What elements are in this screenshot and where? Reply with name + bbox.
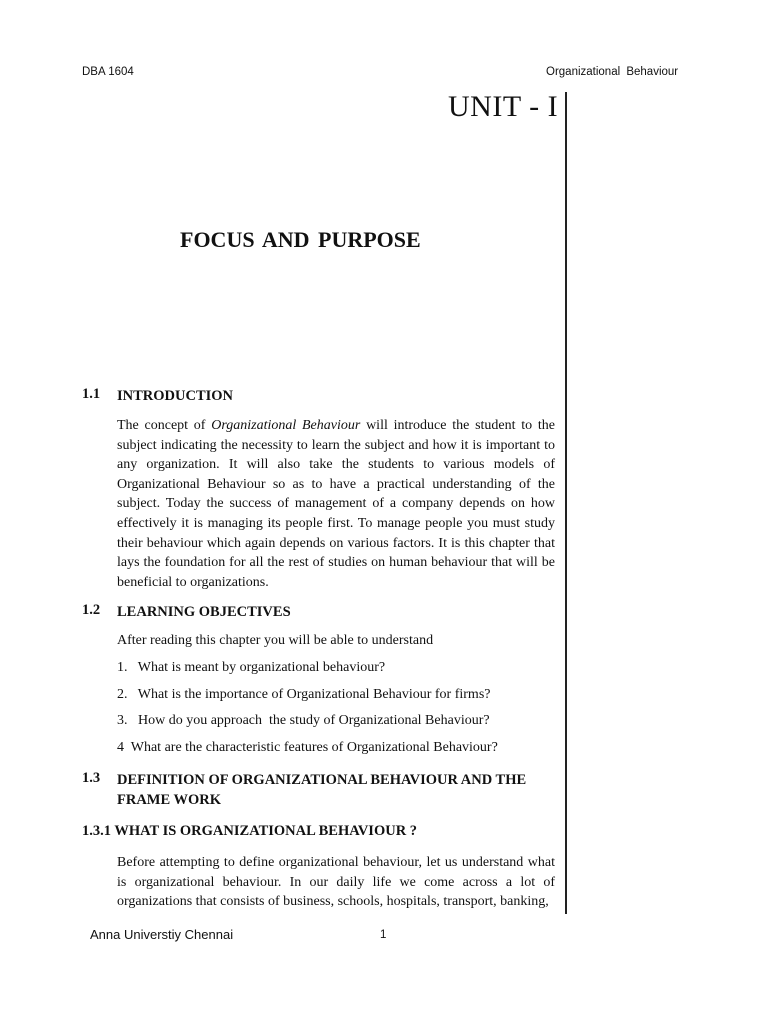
section-number-1-2: 1.2 xyxy=(82,602,101,618)
what-is-ob-paragraph: Before attempting to define organizational behaviour, let us understand what is organizational behaviour. In our daily life we come across a lot of organizations that consists of business, schools, hospitals, transport, banking, xyxy=(117,855,555,910)
section-number-1-3: 1.3 xyxy=(82,770,101,786)
section-heading-introduction: INTRODUCTION xyxy=(117,388,234,404)
objective-item: 1. What is meant by organizational behaviour? xyxy=(117,660,386,675)
section-number-1-1: 1.1 xyxy=(82,386,101,402)
chapter-title: FOCUS AND PURPOSE xyxy=(180,227,421,252)
objective-item: 4 What are the characteristic features of Organizational Behaviour? xyxy=(117,740,498,755)
subsection-heading-what-is-ob: 1.3.1 WHAT IS ORGANIZATIONAL BEHAVIOUR ? xyxy=(82,823,418,839)
introduction-paragraph: The concept of Organizational Behaviour will introduce the student to the subject indicating the necessity to learn the subject and how it is important to any organization. It will also take the students to various models of Organizational Behaviour so as to have a practical understanding of the subject. Today the success of management of a company depends on how effectively it is managing its people first. To manage people you must study their behaviour which again depends on various factors. It is this chapter that lays the foundation for all the rest of studies on human behaviour that will be beneficial to organizations. xyxy=(117,418,555,590)
page-number: 1 xyxy=(380,929,387,941)
objective-item: 2. What is the importance of Organizational Behaviour for firms? xyxy=(117,687,491,702)
unit-title: UNIT - I xyxy=(448,90,559,123)
objective-item: 3. How do you approach the study of Organizational Behaviour? xyxy=(117,713,490,728)
vertical-rule xyxy=(565,92,567,914)
section-heading-learning-objectives: LEARNING OBJECTIVES xyxy=(117,604,291,620)
header-course-title: Organizational Behaviour xyxy=(546,66,679,78)
objectives-intro: After reading this chapter you will be able to understand xyxy=(117,633,434,648)
header-course-code: DBA 1604 xyxy=(82,66,134,78)
footer-institution: Anna Universtiy Chennai xyxy=(90,927,234,942)
emphasis-term: Organizational Behaviour xyxy=(211,418,361,433)
section-heading-definition: DEFINITION OF ORGANIZATIONAL BEHAVIOUR AND THE FRAME WORK xyxy=(117,772,527,808)
